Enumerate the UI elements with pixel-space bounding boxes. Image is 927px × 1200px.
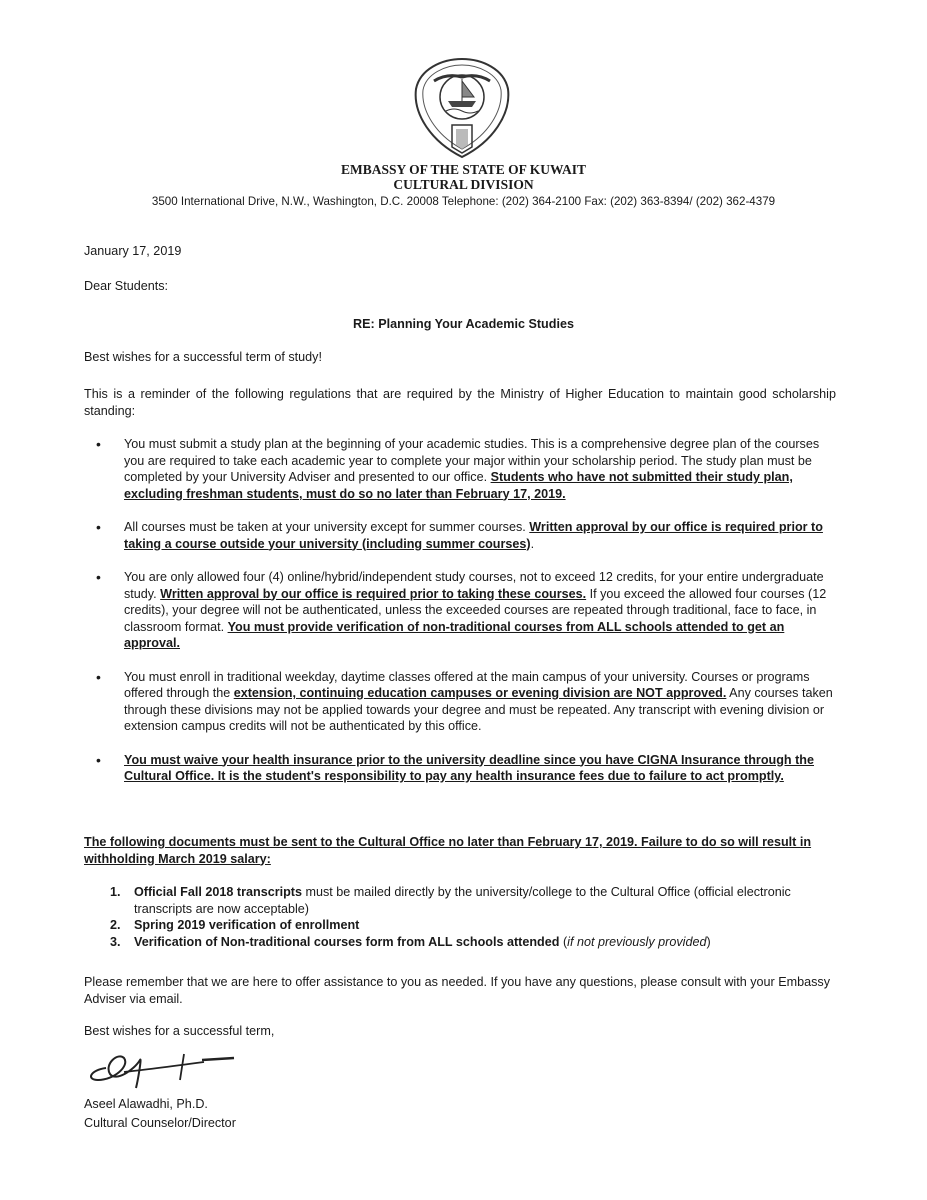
document-note: if not previously provided <box>567 934 707 949</box>
regulations-list <box>96 436 836 802</box>
regulation-emphasis: Written approval by our office is required prior to taking a course outside your university (including summer courses) <box>124 520 823 551</box>
signer-name: Aseel Alawadhi, Ph.D. <box>84 1097 208 1111</box>
regulation-emphasis: Written approval by our office is required prior to taking these courses. <box>160 586 587 601</box>
document-number: 1. <box>110 885 121 899</box>
regulation-emphasis: Students who have not submitted their study plan, excluding freshman students, must do so no later than February 17, 2019. <box>124 470 793 501</box>
intro-paragraph: This is a reminder of the following regulations that are required by the Ministry of Higher Education to maintain good scholarship standing: <box>84 387 836 418</box>
salutation: Dear Students: <box>84 279 169 293</box>
regulation-text: You are only allowed four (4) online/hybrid/independent study courses, not to exceed 12 credits, for your entire undergraduate study. <box>124 570 824 601</box>
regulation-text: You must submit a study plan at the beginning of your academic studies. This is a comprehensive degree plan of the courses you are required to take each academic year to complete your major within your scholarship period. The study plan must be completed by your University Adviser and presented to our office. <box>124 437 820 484</box>
regulation-emphasis-secondary: You must provide verification of non-traditional courses from ALL schools attended to get an approval. <box>124 619 785 650</box>
document-title: Verification of Non-traditional courses form from ALL schools attended <box>134 934 560 949</box>
embassy-name: EMBASSY OF THE STATE OF KUWAIT <box>341 162 586 177</box>
regulation-item <box>96 752 836 785</box>
bullet-icon: • <box>96 436 101 452</box>
subject-line: RE: Planning Your Academic Studies <box>353 317 574 331</box>
document-item <box>110 934 836 951</box>
document-title: Spring 2019 verification of enrollment <box>134 918 360 932</box>
document-title: Official Fall 2018 transcripts <box>134 885 302 899</box>
documents-list <box>110 884 836 950</box>
bullet-icon: • <box>96 569 101 585</box>
embassy-address: 3500 International Drive, N.W., Washington, D.C. 20008 Telephone: (202) 364-2100 Fax: (202) 363-8394/ (202) 362-4379 <box>151 195 776 208</box>
regulation-item <box>96 569 836 652</box>
document-number: 3. <box>110 934 121 949</box>
regulation-item <box>96 519 836 552</box>
opening-line: Best wishes for a successful term of study! <box>84 350 322 364</box>
regulation-item <box>96 669 836 735</box>
bullet-icon: • <box>96 519 101 535</box>
signature-icon <box>84 1040 244 1090</box>
bullet-icon: • <box>96 751 101 768</box>
documents-heading: The following documents must be sent to the Cultural Office no later than February 17, 2019. Failure to do so will result in withholding March 2019 salary: <box>84 835 812 866</box>
closing-paragraph: Please remember that we are here to offer assistance to you as needed. If you have any questions, please consult with your Embassy Adviser via email. <box>84 975 831 1006</box>
document-item <box>110 917 836 934</box>
regulation-emphasis: extension, continuing education campuses or evening division are NOT approved. <box>233 686 727 700</box>
regulation-text-continued: Any courses taken through these divisions may not be applied towards your degree and must be repeated. Any transcript with evening division or extension campus credits will not be authenticated by this office. <box>124 686 833 733</box>
regulation-emphasis: You must waive your health insurance prior to the university deadline since you have CIGNA Insurance through the Cultural Office. It is the student's responsibility to pay any health insurance fees due to failure to act promptly. <box>124 752 814 783</box>
document-detail-end: ) <box>706 934 711 949</box>
signer-title: Cultural Counselor/Director <box>84 1116 236 1130</box>
regulation-tail: . <box>530 536 535 551</box>
regulation-text-continued: If you exceed the allowed four courses (12 credits), your degree will not be authenticated, unless the exceeded courses are repeated through traditional, face to face, in classroom format. <box>124 586 827 634</box>
valediction: Best wishes for a successful term, <box>84 1024 275 1038</box>
document-number: 2. <box>110 918 121 932</box>
regulation-text: All courses must be taken at your university except for summer courses. <box>124 520 530 534</box>
letter-date: January 17, 2019 <box>84 244 182 258</box>
regulation-item <box>96 436 836 502</box>
document-detail: ( <box>559 934 568 949</box>
kuwait-emblem-icon <box>412 55 512 161</box>
regulation-text: You must enroll in traditional weekday, daytime classes offered at the main campus of your university. Courses or programs offered through the <box>124 669 810 700</box>
document-item <box>110 884 836 917</box>
bullet-icon: • <box>96 668 101 685</box>
document-detail: must be mailed directly by the university/college to the Cultural Office (official electronic transcripts are now acceptable) <box>134 885 791 916</box>
division-name: CULTURAL DIVISION <box>393 177 534 192</box>
